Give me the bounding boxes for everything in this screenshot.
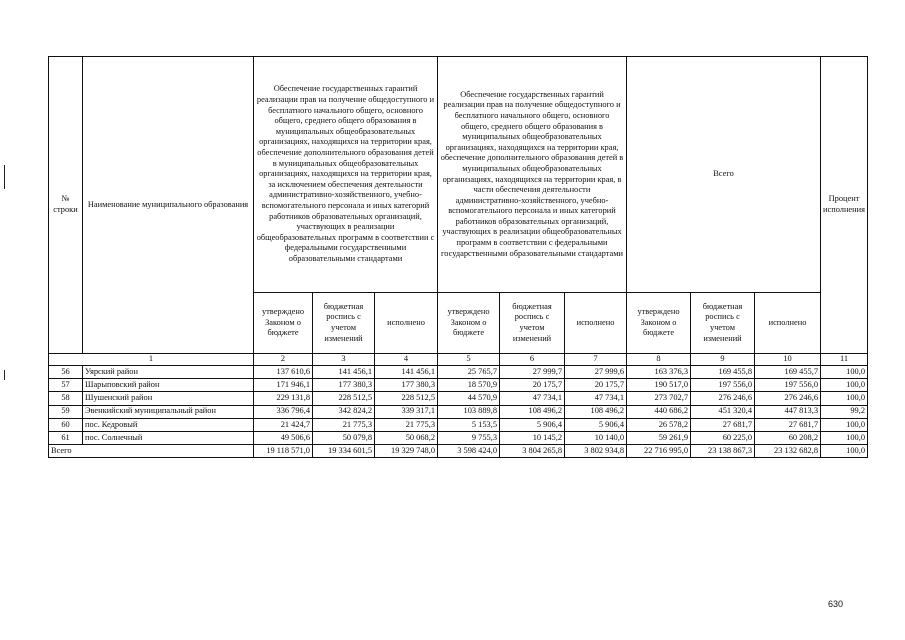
cell-value: 177 380,3 (375, 379, 438, 392)
subheader-approved: утверждено Законом о бюджете (438, 293, 500, 354)
cell-value: 447 813,3 (755, 405, 821, 418)
total-percent: 100,0 (821, 445, 868, 458)
subheader-budget: бюджетная роспись с учетом изменений (691, 293, 755, 354)
cell-value: 440 686,2 (627, 405, 691, 418)
table-row (49, 392, 868, 405)
cell-value: 50 079,8 (313, 431, 375, 444)
total-value: 19 329 748,0 (375, 445, 438, 458)
cell-value: 25 765,7 (438, 366, 500, 379)
cell-value: 47 734,1 (500, 392, 565, 405)
municipality-name: Шарыповский район (83, 379, 254, 392)
column-number: 1 (49, 354, 254, 366)
cell-value: 27 681,7 (755, 418, 821, 431)
margin-mark (4, 165, 5, 189)
cell-value: 5 906,4 (500, 418, 565, 431)
column-number: 6 (500, 354, 565, 366)
cell-value: 44 570,9 (438, 392, 500, 405)
total-value: 3 804 265,8 (500, 445, 565, 458)
cell-value: 190 517,0 (627, 379, 691, 392)
cell-value: 5 153,5 (438, 418, 500, 431)
column-number: 4 (375, 354, 438, 366)
header-row-number: № строки (49, 57, 83, 354)
cell-value: 9 755,3 (438, 431, 500, 444)
column-number: 8 (627, 354, 691, 366)
cell-value: 141 456,1 (313, 366, 375, 379)
municipality-name: Шушенский район (83, 392, 254, 405)
cell-value: 103 889,8 (438, 405, 500, 418)
cell-percent: 99,2 (821, 405, 868, 418)
cell-value: 10 145,2 (500, 431, 565, 444)
column-number: 2 (254, 354, 313, 366)
column-number: 9 (691, 354, 755, 366)
header-group-guarantees: Обеспечение государственных гарантий реализации прав на получение общедоступного и бесплатного начального общего, основного общего, среднего общего образования в муниципальных общеобразовательных организациях, находящихся на территории края, обеспечение дополнительного образования детей в муниципальных общеобразовательных организациях, находящихся на территории края, за исключением обеспечения деятельности административно-хозяйственного, учебно-вспомогательного персонала и иных категорий работников образовательных организаций, участвующих в реализации общеобразовательных программ в соответствии с федеральными государственными образовательными стандартами (254, 57, 438, 293)
cell-value: 20 175,7 (565, 379, 627, 392)
row-number: 56 (49, 366, 83, 379)
row-number: 61 (49, 431, 83, 444)
subheader-approved: утверждено Законом о бюджете (627, 293, 691, 354)
cell-value: 60 225,0 (691, 431, 755, 444)
cell-value: 197 556,0 (755, 379, 821, 392)
header-group-total: Всего (627, 57, 821, 293)
cell-value: 229 131,8 (254, 392, 313, 405)
cell-value: 26 578,2 (627, 418, 691, 431)
cell-value: 451 320,4 (691, 405, 755, 418)
cell-value: 108 496,2 (500, 405, 565, 418)
cell-value: 21 775,3 (375, 418, 438, 431)
cell-value: 197 556,0 (691, 379, 755, 392)
row-number: 58 (49, 392, 83, 405)
cell-value: 21 775,3 (313, 418, 375, 431)
cell-value: 163 376,3 (627, 366, 691, 379)
subheader-done: исполнено (375, 293, 438, 354)
row-number: 59 (49, 405, 83, 418)
header-group-support-staff: Обеспечение государственных гарантий реализации прав на получение общедоступного и бесплатного начального общего, основного общего, среднего общего образования в муниципальных общеобразовательных организациях, находящихся на территории края, обеспечение дополнительного образования детей в муниципальных общеобразовательных организациях, находящихся на территории края, в части обеспечения деятельности административно-хозяйственного, учебно-вспомогательного персонала и иных категорий работников образовательных организаций, участвующих в реализации общеобразовательных программ в соответствии с федеральными государственными образовательными стандартами (438, 57, 627, 293)
header-municipality-name: Наименование муниципального образования (83, 57, 254, 354)
cell-value: 108 496,2 (565, 405, 627, 418)
table-row (49, 405, 868, 418)
cell-percent: 100,0 (821, 366, 868, 379)
cell-value: 18 570,9 (438, 379, 500, 392)
cell-value: 21 424,7 (254, 418, 313, 431)
cell-percent: 100,0 (821, 392, 868, 405)
cell-value: 27 999,7 (500, 366, 565, 379)
column-number: 11 (821, 354, 868, 366)
budget-execution-table (48, 56, 868, 458)
margin-mark (4, 370, 5, 380)
total-value: 23 138 867,3 (691, 445, 755, 458)
cell-value: 336 796,4 (254, 405, 313, 418)
cell-value: 49 506,6 (254, 431, 313, 444)
cell-value: 47 734,1 (565, 392, 627, 405)
cell-value: 177 380,3 (313, 379, 375, 392)
column-number: 5 (438, 354, 500, 366)
subheader-done: исполнено (755, 293, 821, 354)
cell-value: 228 512,5 (313, 392, 375, 405)
column-number: 7 (565, 354, 627, 366)
municipality-name: пос. Кедровый (83, 418, 254, 431)
cell-value: 50 068,2 (375, 431, 438, 444)
total-value: 3 598 424,0 (438, 445, 500, 458)
cell-value: 169 455,7 (755, 366, 821, 379)
cell-value: 5 906,4 (565, 418, 627, 431)
cell-value: 342 824,2 (313, 405, 375, 418)
cell-value: 276 246,6 (691, 392, 755, 405)
row-number: 57 (49, 379, 83, 392)
column-number: 3 (313, 354, 375, 366)
column-number: 10 (755, 354, 821, 366)
subheader-done: исполнено (565, 293, 627, 354)
cell-percent: 100,0 (821, 379, 868, 392)
total-row (49, 445, 868, 458)
cell-value: 137 610,6 (254, 366, 313, 379)
total-value: 23 132 682,8 (755, 445, 821, 458)
cell-value: 27 681,7 (691, 418, 755, 431)
table-row (49, 431, 868, 444)
municipality-name: пос. Солнечный (83, 431, 254, 444)
table-row (49, 418, 868, 431)
table-row (49, 366, 868, 379)
cell-percent: 100,0 (821, 431, 868, 444)
subheader-budget: бюджетная роспись с учетом изменений (313, 293, 375, 354)
table-row (49, 379, 868, 392)
cell-value: 141 456,1 (375, 366, 438, 379)
page-number: 630 (828, 599, 844, 609)
header-percent: Процент исполнения (821, 57, 868, 354)
cell-value: 276 246,6 (755, 392, 821, 405)
cell-value: 27 999,6 (565, 366, 627, 379)
total-value: 3 802 934,8 (565, 445, 627, 458)
cell-value: 59 261,9 (627, 431, 691, 444)
cell-value: 10 140,0 (565, 431, 627, 444)
municipality-name: Эвенкийский муниципальный район (83, 405, 254, 418)
total-value: 19 118 571,0 (254, 445, 313, 458)
cell-value: 169 455,8 (691, 366, 755, 379)
row-number: 60 (49, 418, 83, 431)
cell-percent: 100,0 (821, 418, 868, 431)
cell-value: 171 946,1 (254, 379, 313, 392)
total-label: Всего (49, 445, 254, 458)
cell-value: 228 512,5 (375, 392, 438, 405)
subheader-budget: бюджетная роспись с учетом изменений (500, 293, 565, 354)
municipality-name: Уярский район (83, 366, 254, 379)
cell-value: 60 208,2 (755, 431, 821, 444)
cell-value: 20 175,7 (500, 379, 565, 392)
total-value: 22 716 995,0 (627, 445, 691, 458)
cell-value: 339 317,1 (375, 405, 438, 418)
cell-value: 273 702,7 (627, 392, 691, 405)
total-value: 19 334 601,5 (313, 445, 375, 458)
subheader-approved: утверждено Законом о бюджете (254, 293, 313, 354)
